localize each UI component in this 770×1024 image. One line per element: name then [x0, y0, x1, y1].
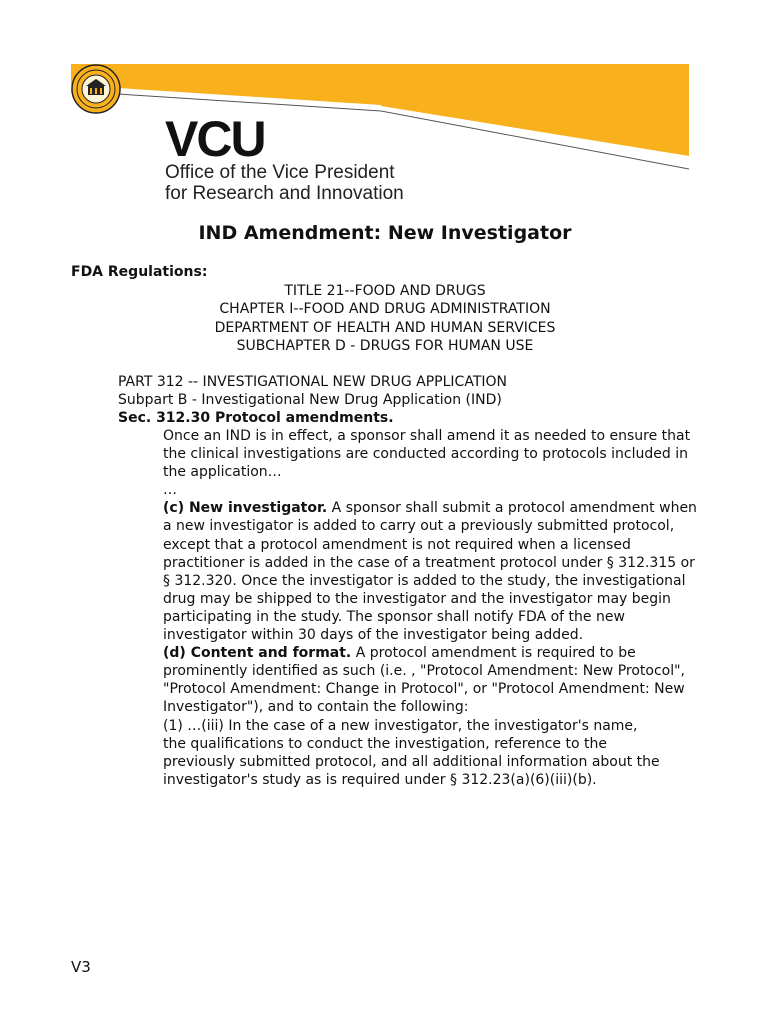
section-heading: Sec. 312.30 Protocol amendments.	[118, 410, 394, 427]
fda-regulations-label: FDA Regulations:	[71, 264, 208, 280]
vcu-header-banner	[71, 64, 689, 204]
subchapter-line: SUBCHAPTER D - DRUGS FOR HUMAN USE	[236, 338, 534, 355]
document-title: IND Amendment: New Investigator	[198, 222, 572, 244]
part-line: PART 312 -- INVESTIGATIONAL NEW DRUG APPLICATION	[118, 374, 507, 390]
university-seal-icon	[71, 64, 121, 114]
regulation-title-block	[0, 282, 770, 356]
paragraph-c-heading: (c) New investigator.	[163, 500, 328, 517]
vcu-logo-text: VCU	[165, 111, 265, 167]
ellipsis-line: …	[163, 482, 177, 499]
paragraph-d	[163, 644, 703, 716]
paragraph-c-text: A sponsor shall submit a protocol amendment when a new investigator is added to carry out a previously submitted protocol, except that a protocol amendment is not required when a licensed practitioner is added in the case of a treatment protocol under § 312.315 or § 312.320. Once the investigator is added to the study, the investigational drug may be shipped to the investigator and the investigator may begin participating in the study. The sponsor shall notify FDA of the new investigator within 30 days of the investigator being added.	[163, 500, 697, 644]
version-label: V3	[71, 958, 91, 976]
intro-paragraph: Once an IND is in effect, a sponsor shall amend it as needed to ensure that the clinical investigations are conducted according to protocols included in the application…	[163, 428, 691, 481]
title-line: TITLE 21--FOOD AND DRUGS	[284, 283, 486, 299]
banner-fill	[71, 64, 689, 156]
office-line-2: for Research and Innovation	[165, 183, 404, 204]
chapter-line: CHAPTER I--FOOD AND DRUG ADMINISTRATION	[219, 301, 551, 318]
paragraph-d-text: A protocol amendment is required to be prominently identified as such (i.e. , "Protocol Amendment: New Protocol", "Protocol Amendment: Change in Protocol", or "Protocol Amendment: New Investigator"), and to contain the following:	[163, 645, 686, 716]
subpart-line: Subpart B - Investigational New Drug Application (IND)	[118, 392, 502, 409]
part-block	[118, 373, 507, 428]
regulation-body	[163, 427, 703, 789]
office-name	[165, 162, 404, 204]
office-line-1: Office of the Vice President	[165, 162, 395, 183]
paragraph-d-heading: (d) Content and format.	[163, 645, 352, 662]
subitem-paragraph: (1) …(iii) In the case of a new investigator, the investigator's name, the qualifications to conduct the investigation, reference to the previously submitted protocol, and all additional information about the investigator's study as is required under § 312.23(a)(6)(iii)(b).	[163, 717, 660, 788]
paragraph-c	[163, 499, 703, 644]
department-line: DEPARTMENT OF HEALTH AND HUMAN SERVICES	[214, 319, 556, 336]
